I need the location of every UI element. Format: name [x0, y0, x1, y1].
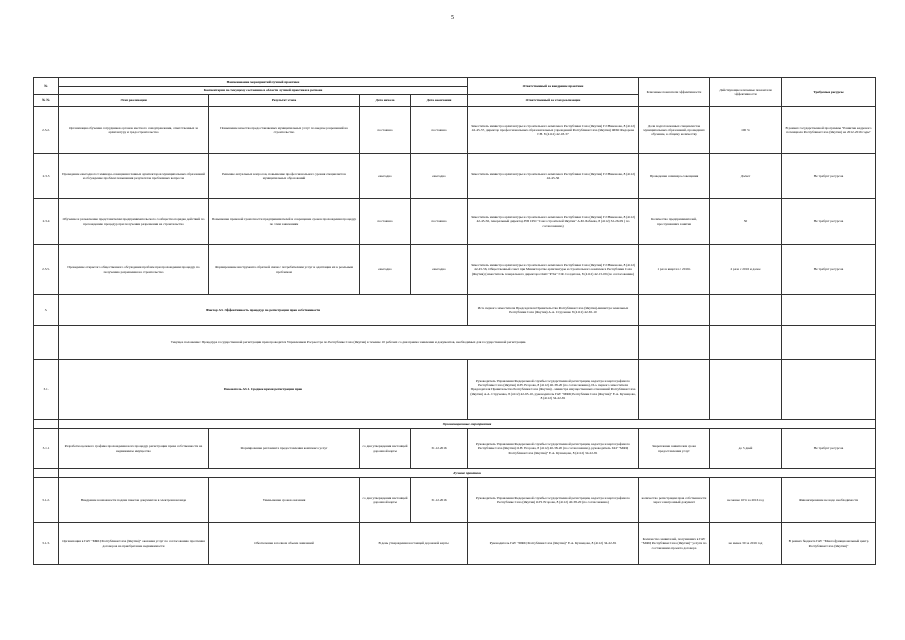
header-responsible: Ответственный за внедрение практики — [468, 78, 639, 95]
indicator-title: Показатель А3.1. Среднее время регистрации прав — [59, 360, 468, 420]
row-stage: Обучение и разъяснение представителям предпринимательского сообщества порядка действий по прохождению процедур при получении разрешения на строительство — [59, 199, 209, 245]
row-responsible: Руководитель Управления Федеральной службы государственной регистрации, кадастра и картографии по Республике Саха (Якутия) О.Н. Егорова, 8 (4112) 40-38-20 (по согласованию), руководитель ГАУ "МФЦ Республики Саха (Якутия)" Е.А. Кузнецова, 8 (4112) 34-22-81 — [468, 429, 639, 469]
page-number: 5 — [451, 15, 454, 21]
table-row — [34, 107, 876, 154]
row-resources: В рамках государственной программы "Развитие кадрового потенциала Республики Саха (Якутия) на 2012-2016 годы" — [782, 107, 876, 154]
row-responsible: Заместитель министра архитектуры и строительного комплекса Республики Саха (Якутия) Г.Г.Никонова, 8 (4112) 42-45-56, Общественный совет при Министерстве архитектуры и строительного комплекса Республики Саха (Якутия) (заместитель генерального директора ОАО "РЭА" Г.Ф. Солдатова, 8 (4112) 42-15-09 (по согласованию) — [468, 245, 639, 295]
table-row — [34, 199, 876, 245]
row-result: Повышение правовой грамотности предпринимателей и сокращение сроков прохождения процедур по этим заявлениям — [209, 199, 360, 245]
header-name-title: Наименование мероприятий\лучшей практики — [59, 78, 468, 87]
row-end: постоянно — [411, 199, 468, 245]
factor-num: 3. — [34, 295, 59, 326]
table-row — [34, 245, 876, 295]
header-row-1 — [34, 78, 876, 87]
row-start: постоянно — [360, 107, 411, 154]
row-stage: Внедрение возможности подачи пакетов документов в электронном виде — [59, 478, 209, 523]
row-start: ежегодно — [360, 245, 411, 295]
row-num: 2.3.5. — [34, 245, 59, 295]
row-start: со дня утверждения настоящей дорожной карты — [360, 429, 411, 469]
indicator-num: 3.1. — [34, 360, 59, 420]
row-value: 100 % — [710, 107, 782, 154]
header-date-start: Дата начала — [360, 95, 411, 107]
table-row — [34, 478, 876, 523]
table-row — [34, 429, 876, 469]
row-num: 2.3.2. — [34, 107, 59, 154]
row-resources: Не требует ресурсов — [782, 245, 876, 295]
row-value: 2 раза с 2016 и далее — [710, 245, 782, 295]
table-row — [34, 154, 876, 199]
row-resources: Не требует ресурсов — [782, 154, 876, 199]
current-comment: Текущее положение: Процедура государственной регистрации прав проводится Управлением Росреестра по Республике Саха (Якутия) в течение 10 рабочих со дня приема заявления и документов, необходимых для государственной регистрации. — [59, 326, 639, 360]
row-kpi: Количество заявителей, получивших в ГАУ "МФЦ Республики Саха (Якутия)" услуги по составлению проекта договора — [639, 523, 710, 565]
table-row — [34, 523, 876, 565]
row-result: Уменьшение сроков оказания — [209, 478, 360, 523]
row-result: Формирование регламента предоставления комплекса услуг — [209, 429, 360, 469]
row-resources: В рамках бюджета ГАУ "Многофункциональный центр Республики Саха (Якутия)" — [782, 523, 876, 565]
row-num: 3.1.1 — [34, 429, 59, 469]
factor-title: Фактор А3. Эффективность процедур по регистрации прав собственности — [59, 295, 468, 326]
row-kpi: Количество предпринимателей, прослушавших занятия — [639, 199, 710, 245]
header-col-num: № № — [34, 95, 59, 107]
row-result: Решение актуальных вопросов, повышение профессионального уровня специалистов муниципальных образований — [209, 154, 360, 199]
header-stage: Этап реализации — [59, 95, 209, 107]
header-date-end: Дата окончания — [411, 95, 468, 107]
row-value: до 5 дней — [710, 429, 782, 469]
indicator-responsible: Руководитель Управления Федеральной службы государственной регистрации, кадастра и картографии по Республике Саха (Якутия) О.Н. Егорова, 8 (4112) 40-38-20 (по согласованию), И.о. первого заместителя Председателя Правительства Республики Саха (Якутия) - министра имущественных отношений Республики Саха (Якутия) А.А. Струченко, 8 (4112) 42-65-10, руководитель ГАУ "МФЦ Республики Саха (Якутия)" Е.А. Кузнецова, 8 (4112) 34-22-81 — [468, 360, 639, 420]
row-value: 50 — [710, 199, 782, 245]
factor-row — [34, 295, 876, 326]
row-resources: Не требует ресурсов — [782, 429, 876, 469]
factor-responsible: Исп. первого заместителя Председателя Правительства Республики Саха (Якутия)-министра земельных Республики Саха (Якутия) А.А. Струченко 8 (4112) 42-65-10 — [468, 295, 639, 326]
row-stage: Проведение открытого общественного обсуждения проблем при прохождении процедур по получению разрешения на строительство — [59, 245, 209, 295]
row-num: 3.1.2. — [34, 478, 59, 523]
row-stage: Организация обучения сотрудников органов местного самоуправления, ответственных за архитектуру и градостроительство — [59, 107, 209, 154]
header-num: № — [34, 78, 59, 95]
indicator-row — [34, 360, 876, 420]
row-kpi: количество регистрации прав собственности через электронный документ — [639, 478, 710, 523]
row-responsible: Заместитель министра архитектуры и строительного комплекса Республики Саха (Якутия) Г.Г.Никонова, 8 (4112) 42-45-56, генеральный директор НП СРО "Союз строителей Якутии" А.М. Бабаева, 8 (4112) 32-26-09 ( по согласованию) — [468, 199, 639, 245]
section-row — [34, 469, 876, 478]
row-start: В день утверждения настоящей дорожной карты — [360, 523, 468, 565]
row-stage: Разработка целевого графика прохождения всех процедур регистрации права собственности на недвижимое имущество — [59, 429, 209, 469]
row-responsible: Руководитель Управления Федеральной службы государственной регистрации, кадастра и картографии по Республике Саха (Якутия) О.Н. Егорова, 8 (4112) 40-38-20 (по согласованию) — [468, 478, 639, 523]
row-stage: Проведение ежегодного Семинара-совещания главных архитекторов муниципальных образований и обсуждение проблем повышения результатов проблемных вопросов — [59, 154, 209, 199]
row-resources: Не требует ресурсов — [782, 199, 876, 245]
row-num: 2.3.3 — [34, 154, 59, 199]
row-responsible: Руководитель ГАУ "МФЦ Республики Саха (Якутия)" Е.А. Кузнецова, 8 (4112) 34-22-81 — [468, 523, 639, 565]
roadmap-table — [33, 77, 876, 565]
row-end: постоянно — [411, 107, 468, 154]
header-resp-stage: Ответственный за этап реализации — [468, 95, 639, 107]
row-start: постоянно — [360, 199, 411, 245]
row-start: со дня утверждения настоящей дорожной карты — [360, 478, 411, 523]
header-resources: Требуемые ресурсы — [782, 78, 876, 107]
row-kpi: 1 раз в квартал с 2016г. — [639, 245, 710, 295]
header-name-sub: Комментарии по текущему состоянию в области лучшей практики в регионе — [59, 87, 468, 95]
row-value: не менее 10% за 2016 год — [710, 478, 782, 523]
comment-row — [34, 326, 876, 360]
row-kpi: Закрепление заявителем срока предоставления услуг — [639, 429, 710, 469]
row-kpi: Доля подготовленных специалистов муниципальных образований, прошедших обучение, к общему количеству — [639, 107, 710, 154]
header-key-indicator: Ключевые показатели эффективности — [639, 78, 710, 107]
header-actual-value: Действующие ключевые показатели эффективности — [710, 78, 782, 107]
row-result: Повышение качества предоставляемых муниципальных услуг по выдаче разрешений на строительство — [209, 107, 360, 154]
row-end: 31.12.2016 — [411, 478, 468, 523]
row-end: 31.12.2016 — [411, 429, 468, 469]
section-row — [34, 420, 876, 429]
row-result: Обеспечение в полном объеме заявлений — [209, 523, 360, 565]
row-kpi: Проведение семинара-совещания — [639, 154, 710, 199]
row-end: ежегодно — [411, 154, 468, 199]
row-value: Да/нет — [710, 154, 782, 199]
row-responsible: Заместитель министра архитектуры и строительного комплекса Республики Саха (Якутия) Г.Г.Никонова, 8 (4112) 42-45-57, директор профессиональных образовательных учреждений Республики Саха (Якутия) ФИО Федорова Г.Н. 8 (4112) 42-18-37 — [468, 107, 639, 154]
row-value: не менее 30 за 2016 год — [710, 523, 782, 565]
header-result: Результат этапа — [209, 95, 360, 107]
row-responsible: Заместитель министра архитектуры и строительного комплекса Республики Саха (Якутия) Г.Г.Никонова, 8 (4112) 42-45-56 — [468, 154, 639, 199]
row-result: Формирование инструмента обратной связи с потребителями услуг и адаптации их к реальным проблемам — [209, 245, 360, 295]
row-end: ежегодно — [411, 245, 468, 295]
row-stage: Организация в ГАУ "МФЦ Республики Саха (Якутия)" оказания услуг по согласованию прочтения договоров на приобретение недвижимости — [59, 523, 209, 565]
row-num: 3.1.3. — [34, 523, 59, 565]
section-best-title: Лучшие практики — [59, 469, 876, 478]
row-start: ежегодно — [360, 154, 411, 199]
row-num: 2.3.4 — [34, 199, 59, 245]
section-org-title: Организационные мероприятия — [59, 420, 876, 429]
row-resources: Финансирование не надо необходимости — [782, 478, 876, 523]
